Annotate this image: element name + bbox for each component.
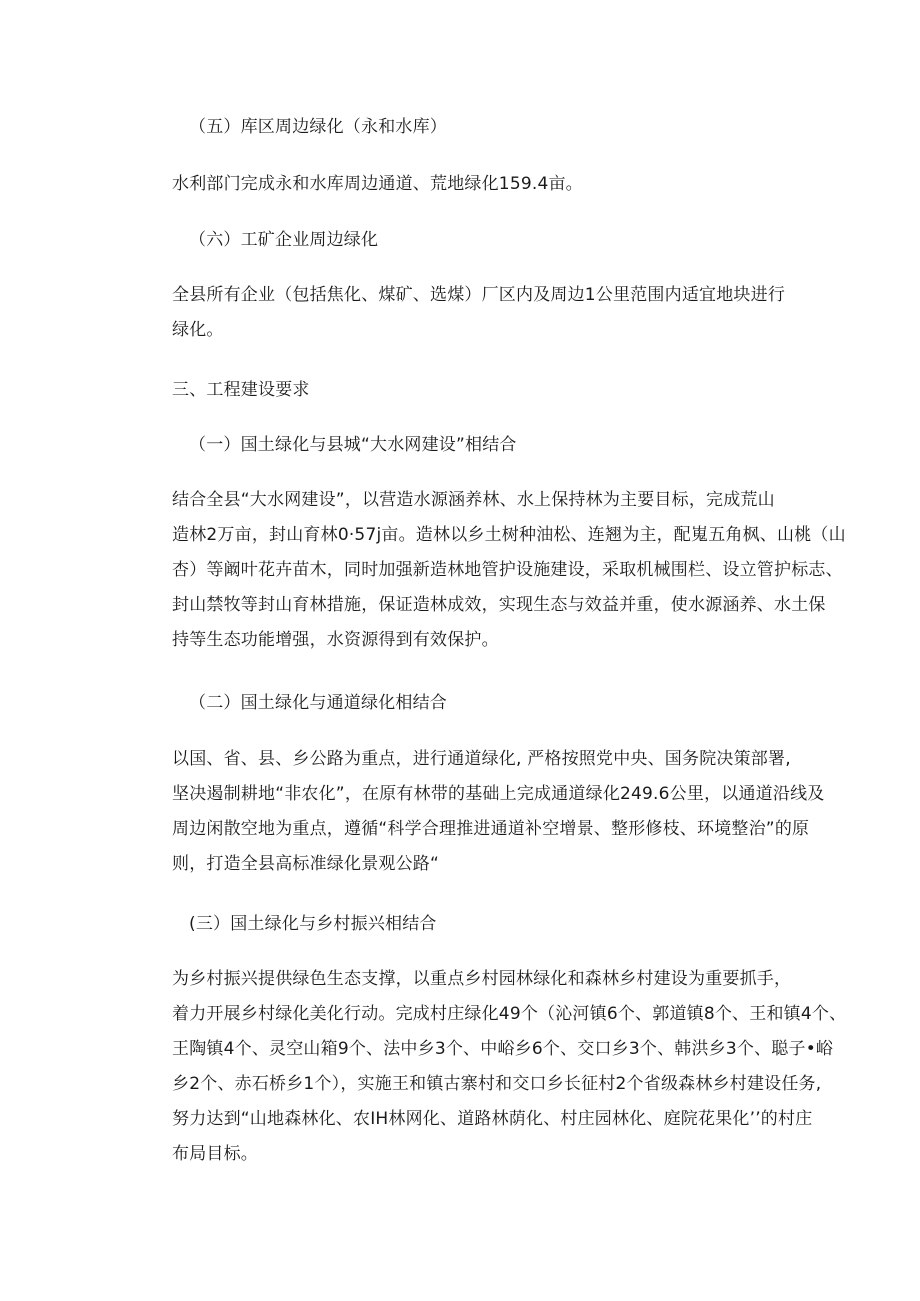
text-line: 着力开展乡村绿化美化行动。完成村庄绿化49个（沁河镇6个、郭道镇8个、王和镇4个、 (172, 1004, 847, 1024)
text-line: 王陶镇4个、灵空山箱9个、法中乡3个、中峪乡6个、交口乡3个、韩洪乡3个、聪子•峪 (172, 1039, 834, 1059)
section-5-heading (189, 110, 762, 145)
text-line: （一）国土绿化与县城“大水网建设”相结合 (189, 435, 517, 455)
text-line: （六）工矿企业周边绿化 (189, 230, 379, 250)
subsection-1-heading (189, 428, 762, 463)
section-5-paragraph (172, 167, 762, 202)
text-line: 为乡村振兴提供绿色生态支撑，以重点乡村园林绿化和森林乡村建设为重要抓手， (172, 969, 792, 989)
text-line: 水利部门完成永和水库周边通道、荒地绿化159.4亩。 (172, 174, 583, 194)
text-line: 封山禁牧等封山育林措施，保证造林成效，实现生态与效益并重，使水源涵养、水土保 (172, 595, 826, 615)
text-line: 坚决遏制耕地“非农化”，在原有林带的基础上完成通道绿化249.6公里，以通道沿线及 (172, 784, 825, 804)
text-line: (三）国土绿化与乡村振兴相结合 (189, 914, 437, 934)
text-line: 杏）等阚叶花卉苗木，同时加强新造林地管护设施建设，采取机械围栏、设立管护标志、 (172, 560, 843, 580)
section-6-paragraph (172, 278, 786, 348)
subsection-3-heading (189, 907, 762, 942)
text-line: （二）国土绿化与通道绿化相结合 (189, 693, 447, 713)
section-6-heading (189, 223, 762, 258)
text-line: 以国、省、县、乡公路为重点，进行通道绿化, 严格按照党中央、国务院决策部署, (172, 749, 791, 769)
text-line: 周边闲散空地为重点，遵循“科学合理推进通道补空增景、整形修枝、环境整治”的原 (172, 819, 810, 839)
text-line: 布局目标。 (172, 1144, 258, 1164)
text-line: 持等生态功能增强，水资源得到有效保护。 (172, 630, 499, 650)
subsection-3-paragraph (172, 962, 847, 1172)
text-line: 全县所有企业（包括焦化、煤矿、选煤）厂区内及周边1公里范围内适宜地块进行 (172, 285, 786, 305)
text-line: 努力达到“山地森林化、农IH林网化、道路林荫化、村庄园林化、庭院花果化’’的村庄 (172, 1109, 813, 1129)
subsection-1-paragraph (172, 483, 846, 658)
text-line: 造林2万亩，封山育林0·57j亩。造林以乡土树种油松、连翘为主，配嵬五角枫、山桃（山 (172, 525, 846, 545)
text-line: 三、工程建设要求 (172, 380, 310, 400)
subsection-2-paragraph (172, 742, 825, 882)
text-line: （五）库区周边绿化（永和水库） (189, 117, 447, 137)
text-line: 乡2个、赤石桥乡1个），实施王和镇古寨村和交口乡长征村2个省级森林乡村建设任务, (172, 1074, 822, 1094)
text-line: 则，打造全县高标准绿化景观公路“ (172, 854, 440, 874)
text-line: 结合全县“大水网建设”，以营造水源涵养林、水上保持林为主要目标，完成荒山 (172, 490, 775, 510)
subsection-2-heading (189, 686, 762, 721)
part-3-heading (172, 373, 762, 408)
text-line: 绿化。 (172, 320, 224, 340)
